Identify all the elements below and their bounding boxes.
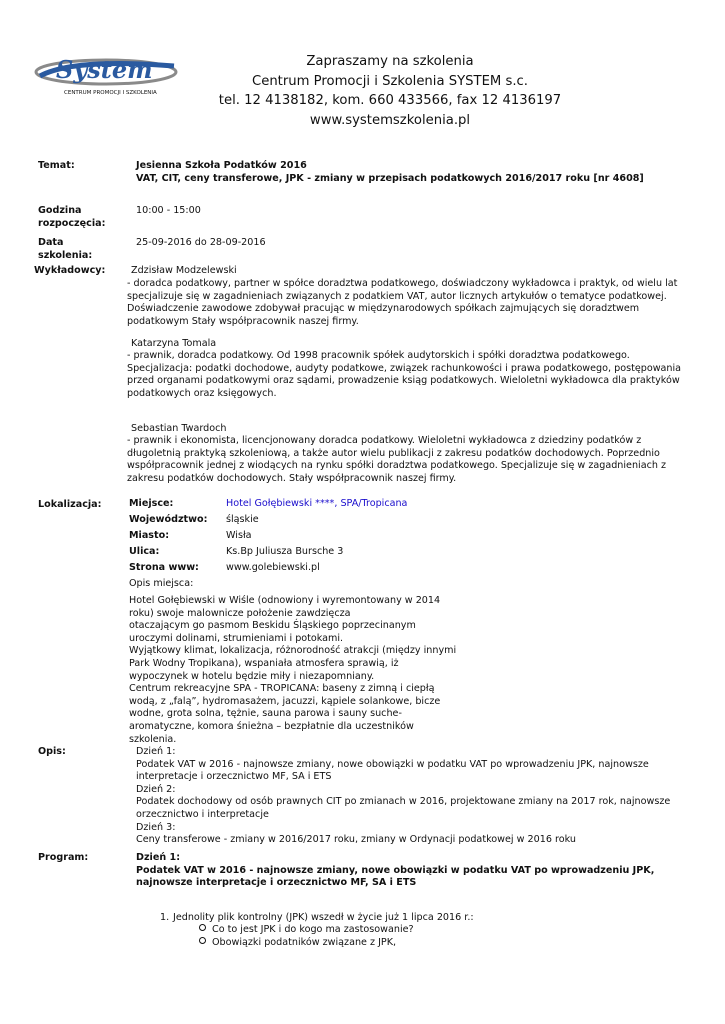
company-logo	[34, 50, 184, 100]
lecturer-name: Katarzyna Tomala	[131, 338, 217, 349]
opis-label: Opis:	[38, 746, 66, 757]
logo-tagline: CENTRUM PROMOCJI I SZKOLENIA	[64, 90, 157, 96]
opis-miejsca-text: Hotel Gołębiewski w Wiśle (odnowiony i wyremontowany w 2014 roku) swoje malownicze położenie zawdzięcza otaczającym go pasmom Beskidu Śląskiego poprzecinanym uroczymi dolinami, strumieniami i potokami. Wyjątkowy klimat, lokalizacja, różnorodność atrakcji (między innymi Park Wodny Tropikana), wspaniała atmosfera sprawią, iż wypoczynek w hotelu będzie miły i niezapomniany. Centrum rekreacyjne SPA - TROPICANA: baseny z zimną i ciepłą wodą, z „falą”, hydromasażem, jacuzzi, kąpiele solankowe, bicze wodne, grota solna, tężnie, sauna parowa i sauny suche- aromatyczne, komora śnieżna – bezpłatnie dla uczestników szkolenia.	[129, 595, 457, 745]
program-subitem-text: Co to jest JPK i do kogo ma zastosowanie?	[212, 924, 414, 935]
miejsce-label: Miejsce:	[129, 498, 174, 509]
lecturer-bio: - prawnik, doradca podatkowy. Od 1998 pracownik spółek audytorskich i spółki doradztwa podatkowego. Specjalizacja: podatki dochodowe, audyty podatkowe, związek rachunkowości i prawa podatkowego, postępowania przed organami podatkowymi oraz sądami, prowadzenie ksiąg podatkowych. Wieloletni wykładowca dla praktyków podatkowych oraz księgowych.	[127, 350, 682, 399]
program-item-number: 1.	[160, 912, 170, 923]
opis-text: Dzień 1: Podatek VAT w 2016 - najnowsze zmiany, nowe obowiązki w podatku VAT po wprowadzeniu JPK, najnowsze interpretacje i orzecznictwo MF, SA i ETS Dzień 2: Podatek dochodowy od osób prawnych CIT po zmianach w 2016, projektowane zmiany na 2017 rok, najnowsze orzecznictwo i interpretacje Dzień 3: Ceny transferowe - zmiany w 2016/2017 roku, zmiany w Ordynacji podatkowej w 2016 roku	[136, 746, 671, 846]
circle-bullet-icon	[199, 924, 206, 931]
ulica-label: Ulica:	[129, 546, 160, 557]
program-subitem	[199, 924, 414, 937]
wojewodztwo-value: śląskie	[226, 514, 259, 525]
www-value: www.golebiewski.pl	[226, 562, 320, 573]
data-label: Data szkolenia:	[38, 237, 93, 261]
program-item-text: Jednolity plik kontrolny (JPK) wszedł w życie już 1 lipca 2016 r.:	[173, 912, 474, 923]
godzina-value: 10:00 - 15:00	[136, 205, 201, 216]
www-label: Strona www:	[129, 562, 199, 573]
godzina-label: Godzina rozpoczęcia:	[38, 205, 106, 229]
lecturer-name: Sebastian Twardoch	[131, 423, 227, 434]
lecturer-bio: - prawnik i ekonomista, licencjonowany doradca podatkowy. Wieloletni wykładowca z dziedziny podatków z długoletnią praktyką szkoleniową, a także autor wielu publikacji z zakresu podatków dochodowych. Poprzednio współpracownik jednej z wiodących na rynku spółki doradztwa podatkowego. Specjalizuje się w zagadnieniach z zakresu podatków dochodowych. Stały współpracownik naszej firmy.	[127, 435, 667, 484]
program-subitem-text: Obowiązki podatników związane z JPK,	[212, 937, 397, 948]
program-title: Dzień 1: Podatek VAT w 2016 - najnowsze zmiany, nowe obowiązki w podatku VAT po wprowadzeniu JPK, najnowsze interpretacje i orzecznictwo MF, SA i ETS	[136, 852, 655, 889]
temat-label: Temat:	[38, 160, 75, 171]
header-company: Centrum Promocji i Szkolenia SYSTEM s.c.	[252, 73, 528, 89]
lecturer-bio: - doradca podatkowy, partner w spółce doradztwa podatkowego, doświadczony wykładowca i praktyk, od wielu lat specjalizuje się w zagadnieniach związanych z podatkiem VAT, autor licznych artykułów o tematyce podatkowej. Doświadczenie zawodowe zdobywał pracując w międzynarodowych spółkach zajmujących się doradztwem podatkowym Stały współpracownik naszej firmy.	[127, 278, 678, 327]
program-subitem	[199, 937, 396, 950]
system-logo-graphic	[34, 50, 184, 100]
header-invite: Zapraszamy na szkolenia	[306, 54, 474, 69]
page-header	[190, 52, 590, 130]
miasto-value: Wisła	[226, 530, 252, 541]
wojewodztwo-label: Województwo:	[129, 514, 208, 525]
logo-brand-text: System	[56, 55, 153, 84]
temat-title: Jesienna Szkoła Podatków 2016	[136, 160, 307, 171]
hotel-link[interactable]: Hotel Gołębiewski ****, SPA/Tropicana	[226, 498, 408, 509]
opis-miejsca-label: Opis miejsca:	[129, 578, 194, 589]
circle-bullet-icon	[199, 937, 206, 944]
lokalizacja-label: Lokalizacja:	[38, 499, 102, 510]
header-phones: tel. 12 4138182, kom. 660 433566, fax 12 4136197	[218, 93, 562, 108]
program-label: Program:	[38, 852, 89, 863]
data-value: 25-09-2016 do 28-09-2016	[136, 237, 266, 248]
lecturer-name: Zdzisław Modzelewski	[131, 265, 237, 276]
miasto-label: Miasto:	[129, 530, 170, 541]
ulica-value: Ks.Bp Juliusza Bursche 3	[226, 546, 344, 557]
header-website: www.systemszkolenia.pl	[309, 112, 471, 128]
wykladowcy-label: Wykładowcy:	[34, 265, 106, 276]
temat-subtitle: VAT, CIT, ceny transferowe, JPK - zmiany w przepisach podatkowych 2016/2017 roku [nr 4608]	[136, 173, 644, 184]
